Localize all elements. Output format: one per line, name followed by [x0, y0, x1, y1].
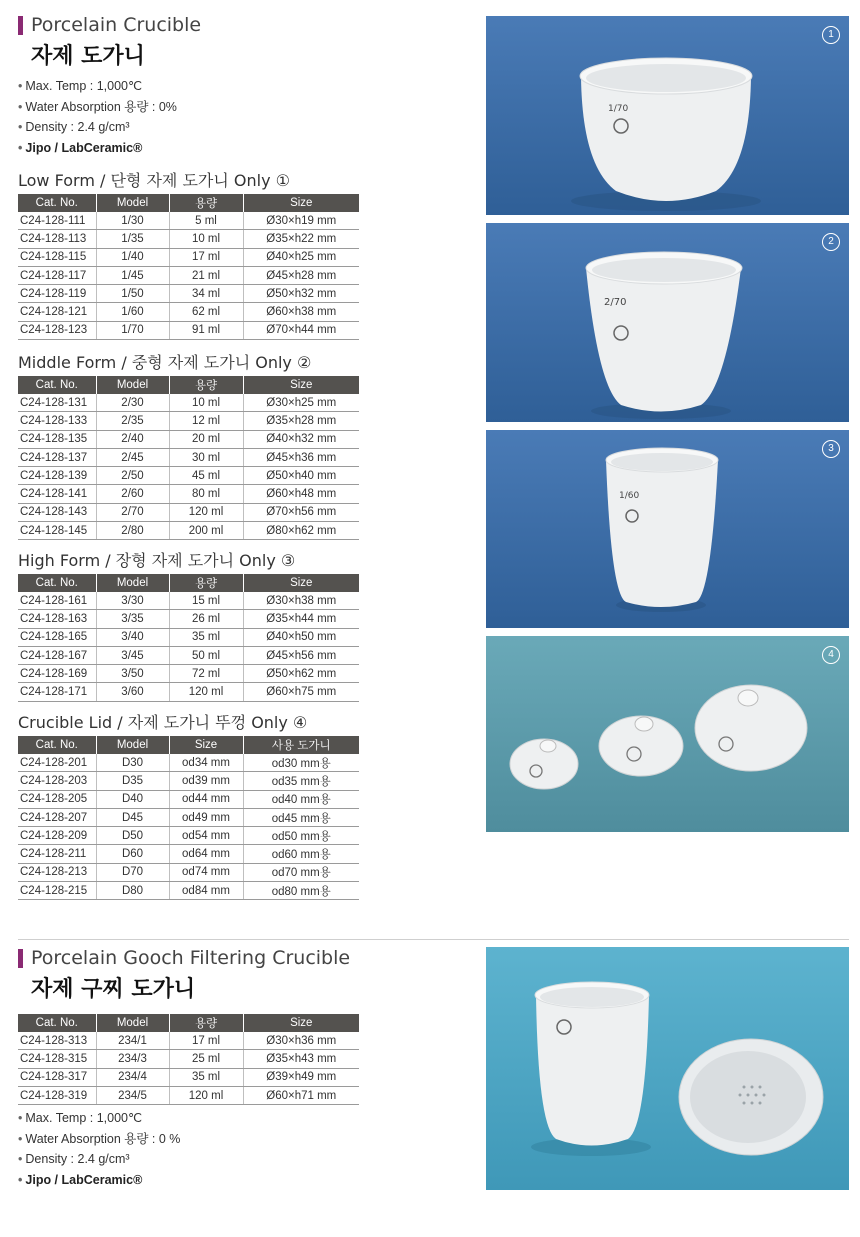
table-cell: C24-128-135	[18, 430, 96, 448]
table-row	[18, 485, 359, 503]
table-cell: 45 ml	[169, 467, 243, 485]
column-header: 용량	[169, 1014, 243, 1032]
table-cell: C24-128-209	[18, 827, 96, 845]
middle-form-crucible-image	[486, 223, 849, 422]
gooch-crucible-image	[486, 947, 849, 1190]
column-header: Size	[243, 376, 359, 394]
table-row	[18, 285, 359, 303]
table-cell: 2/50	[96, 467, 169, 485]
table-row	[18, 1050, 359, 1068]
table-title: Middle Form / 중형 자제 도가니 Only ②	[18, 353, 312, 372]
table-cell: 50 ml	[169, 646, 243, 664]
table-cell: 1/30	[96, 212, 169, 230]
bullet-icon: •	[18, 1111, 23, 1125]
table-cell: 35 ml	[169, 628, 243, 646]
table-cell: 234/1	[96, 1032, 169, 1050]
table-cell: Ø40×h25 mm	[243, 248, 359, 266]
spec-item	[18, 138, 177, 159]
table-block	[18, 710, 359, 900]
table-cell: od45 mm용	[243, 808, 359, 826]
table-cell: 3/50	[96, 665, 169, 683]
table-cell: C24-128-213	[18, 863, 96, 881]
table-title: Low Form / 단형 자제 도가니 Only ①	[18, 171, 290, 190]
table-cell: 234/3	[96, 1050, 169, 1068]
table-cell: 26 ml	[169, 610, 243, 628]
crucible-marking: 1/60	[619, 491, 640, 501]
table-cell: Ø39×h49 mm	[243, 1068, 359, 1086]
table-cell: C24-128-113	[18, 230, 96, 248]
gooch-table-wrap	[18, 1014, 359, 1105]
column-header: Cat. No.	[18, 376, 96, 394]
table-row	[18, 1068, 359, 1086]
table-cell: 2/40	[96, 430, 169, 448]
table-row	[18, 665, 359, 683]
spec-text: Jipo / LabCeramic®	[25, 1172, 143, 1187]
bullet-icon: •	[18, 99, 23, 114]
table-cell: C24-128-171	[18, 683, 96, 701]
table-cell: C24-128-121	[18, 303, 96, 321]
table-header-row	[18, 1014, 359, 1032]
table-row	[18, 1086, 359, 1104]
table-cell: 3/60	[96, 683, 169, 701]
table-cell: 2/45	[96, 448, 169, 466]
column-header: Size	[243, 1014, 359, 1032]
column-header: Size	[243, 194, 359, 212]
table-row	[18, 430, 359, 448]
table-cell: D45	[96, 808, 169, 826]
table-cell: Ø35×h22 mm	[243, 230, 359, 248]
photo-badge-3: 3	[822, 440, 840, 458]
table-cell: 35 ml	[169, 1068, 243, 1086]
table-cell: Ø60×h71 mm	[243, 1086, 359, 1104]
photo-gooch-crucible	[486, 947, 849, 1190]
table-cell: Ø70×h44 mm	[243, 321, 359, 339]
table-row	[18, 266, 359, 284]
photo-high-form	[486, 430, 849, 628]
column-header: Cat. No.	[18, 1014, 96, 1032]
table-row	[18, 592, 359, 610]
table-cell: 1/45	[96, 266, 169, 284]
table-cell: 120 ml	[169, 1086, 243, 1104]
table-cell: od34 mm	[169, 754, 243, 772]
table-row	[18, 412, 359, 430]
table-cell: 62 ml	[169, 303, 243, 321]
table-cell: 1/50	[96, 285, 169, 303]
column-header: Cat. No.	[18, 736, 96, 754]
bullet-icon: •	[18, 79, 23, 93]
column-header: Size	[169, 736, 243, 754]
section-accent-bar	[18, 16, 23, 35]
table-cell: 200 ml	[169, 522, 243, 540]
table-cell: 72 ml	[169, 665, 243, 683]
table-cell: 2/35	[96, 412, 169, 430]
table-row	[18, 230, 359, 248]
column-header: Model	[96, 736, 169, 754]
table-row	[18, 882, 359, 900]
table-cell: od84 mm	[169, 882, 243, 900]
table-cell: C24-128-203	[18, 772, 96, 790]
table-header-row	[18, 736, 359, 754]
spec-item	[18, 1170, 180, 1191]
column-header: 용량	[169, 194, 243, 212]
column-header: Model	[96, 376, 169, 394]
section1-title-en: Porcelain Crucible	[31, 14, 202, 36]
photo-badge-1: 1	[822, 26, 840, 44]
table-cell: Ø60×h75 mm	[243, 683, 359, 701]
table-cell: C24-128-319	[18, 1086, 96, 1104]
table-cell: od30 mm용	[243, 754, 359, 772]
table-cell: D50	[96, 827, 169, 845]
table-cell: 3/45	[96, 646, 169, 664]
table-cell: C24-128-145	[18, 522, 96, 540]
table-cell: 1/60	[96, 303, 169, 321]
table-cell: D30	[96, 754, 169, 772]
table-cell: C24-128-133	[18, 412, 96, 430]
table-cell: od64 mm	[169, 845, 243, 863]
column-header: 용량	[169, 376, 243, 394]
table-cell: Ø60×h38 mm	[243, 303, 359, 321]
table-cell: 34 ml	[169, 285, 243, 303]
table-cell: C24-128-131	[18, 394, 96, 412]
photo-middle-form	[486, 223, 849, 422]
table-row	[18, 610, 359, 628]
table-header-row	[18, 574, 359, 592]
photo-badge-2: 2	[822, 233, 840, 251]
spec-text: Max. Temp : 1,000℃	[25, 1111, 143, 1125]
table-cell: C24-128-215	[18, 882, 96, 900]
form-0-table	[18, 194, 359, 340]
table-cell: Ø50×h32 mm	[243, 285, 359, 303]
table-row	[18, 248, 359, 266]
spec-item	[18, 1149, 180, 1170]
table-cell: Ø30×h19 mm	[243, 212, 359, 230]
column-header: Cat. No.	[18, 574, 96, 592]
table-cell: C24-128-201	[18, 754, 96, 772]
table-row	[18, 394, 359, 412]
spec-item	[18, 97, 177, 118]
table-cell: C24-128-313	[18, 1032, 96, 1050]
table-cell: od50 mm용	[243, 827, 359, 845]
section-divider	[18, 939, 849, 940]
table-row	[18, 448, 359, 466]
table-cell: C24-128-169	[18, 665, 96, 683]
table-cell: 3/30	[96, 592, 169, 610]
photo-low-form	[486, 16, 849, 215]
crucible-lids-image	[486, 636, 849, 832]
table-cell: od74 mm	[169, 863, 243, 881]
table-row	[18, 863, 359, 881]
table-cell: C24-128-139	[18, 467, 96, 485]
table-cell: od39 mm	[169, 772, 243, 790]
table-block	[18, 548, 359, 702]
table-cell: 25 ml	[169, 1050, 243, 1068]
section2-title-en: Porcelain Gooch Filtering Crucible	[31, 947, 351, 969]
bullet-icon: •	[18, 1152, 23, 1166]
form-2-table	[18, 574, 359, 702]
table-row	[18, 467, 359, 485]
table-block	[18, 168, 359, 340]
table-cell: Ø35×h43 mm	[243, 1050, 359, 1068]
spec-text: Density : 2.4 g/cm³	[25, 120, 130, 134]
table-cell: 12 ml	[169, 412, 243, 430]
table-row	[18, 303, 359, 321]
gooch-table	[18, 1014, 359, 1105]
table-cell: C24-128-143	[18, 503, 96, 521]
table-cell: C24-128-119	[18, 285, 96, 303]
table-cell: 10 ml	[169, 230, 243, 248]
table-title: High Form / 장형 자제 도가니 Only ③	[18, 551, 296, 570]
table-row	[18, 754, 359, 772]
table-row	[18, 522, 359, 540]
table-cell: D70	[96, 863, 169, 881]
table-cell: C24-128-161	[18, 592, 96, 610]
table-row	[18, 503, 359, 521]
bullet-icon: •	[18, 120, 23, 134]
table-cell: 2/80	[96, 522, 169, 540]
table-cell: 234/4	[96, 1068, 169, 1086]
table-cell: od60 mm용	[243, 845, 359, 863]
spec-text: Density : 2.4 g/cm³	[25, 1152, 130, 1166]
table-cell: D40	[96, 790, 169, 808]
table-row	[18, 321, 359, 339]
table-cell: Ø50×h40 mm	[243, 467, 359, 485]
table-cell: C24-128-123	[18, 321, 96, 339]
table-header-row	[18, 376, 359, 394]
table-row	[18, 646, 359, 664]
column-header: Model	[96, 194, 169, 212]
table-row	[18, 683, 359, 701]
crucible-marking: 2/70	[604, 297, 627, 308]
section2-title-ko: 자제 구찌 도가니	[31, 977, 196, 1002]
table-cell: 1/35	[96, 230, 169, 248]
bullet-icon: •	[18, 140, 23, 155]
form-1-table	[18, 376, 359, 540]
table-cell: Ø40×h32 mm	[243, 430, 359, 448]
table-cell: Ø35×h28 mm	[243, 412, 359, 430]
table-cell: od44 mm	[169, 790, 243, 808]
table-cell: Ø45×h36 mm	[243, 448, 359, 466]
form-3-table	[18, 736, 359, 900]
table-cell: D60	[96, 845, 169, 863]
table-cell: Ø30×h38 mm	[243, 592, 359, 610]
table-row	[18, 772, 359, 790]
spec-text: Max. Temp : 1,000℃	[25, 79, 143, 93]
table-row	[18, 808, 359, 826]
table-cell: 15 ml	[169, 592, 243, 610]
table-cell: 17 ml	[169, 1032, 243, 1050]
section1-header	[18, 14, 201, 70]
high-form-crucible-image	[486, 430, 849, 628]
table-cell: od35 mm용	[243, 772, 359, 790]
table-cell: 10 ml	[169, 394, 243, 412]
table-cell: C24-128-211	[18, 845, 96, 863]
table-cell: od40 mm용	[243, 790, 359, 808]
table-cell: C24-128-315	[18, 1050, 96, 1068]
spec-text: Jipo / LabCeramic®	[25, 140, 143, 155]
section1-spec-list	[18, 76, 177, 158]
low-form-crucible-image	[486, 16, 849, 215]
table-row	[18, 790, 359, 808]
column-header: Size	[243, 574, 359, 592]
table-cell: Ø80×h62 mm	[243, 522, 359, 540]
table-cell: C24-128-163	[18, 610, 96, 628]
table-cell: C24-128-165	[18, 628, 96, 646]
bullet-icon: •	[18, 1131, 23, 1146]
table-cell: 17 ml	[169, 248, 243, 266]
table-cell: Ø45×h56 mm	[243, 646, 359, 664]
table-cell: 1/70	[96, 321, 169, 339]
table-cell: C24-128-167	[18, 646, 96, 664]
table-cell: 3/35	[96, 610, 169, 628]
table-cell: od70 mm용	[243, 863, 359, 881]
table-cell: 91 ml	[169, 321, 243, 339]
table-cell: Ø35×h44 mm	[243, 610, 359, 628]
spec-item	[18, 117, 177, 138]
table-cell: D80	[96, 882, 169, 900]
table-cell: od49 mm	[169, 808, 243, 826]
table-row	[18, 628, 359, 646]
section2-header	[18, 947, 350, 1003]
table-cell: 21 ml	[169, 266, 243, 284]
table-cell: 2/30	[96, 394, 169, 412]
section-accent-bar	[18, 949, 23, 968]
crucible-marking: 1/70	[608, 104, 629, 114]
column-header: Model	[96, 574, 169, 592]
photo-crucible-lids	[486, 636, 849, 832]
table-cell: D35	[96, 772, 169, 790]
table-cell: C24-128-317	[18, 1068, 96, 1086]
spec-item	[18, 76, 177, 97]
table-row	[18, 845, 359, 863]
column-header: Model	[96, 1014, 169, 1032]
column-header: Cat. No.	[18, 194, 96, 212]
spec-text: Water Absorption 용량 : 0 %	[25, 1131, 181, 1146]
photo-badge-4: 4	[822, 646, 840, 664]
spec-text: Water Absorption 용량 : 0%	[25, 99, 177, 114]
spec-item	[18, 1129, 180, 1150]
table-cell: 80 ml	[169, 485, 243, 503]
spec-item	[18, 1108, 180, 1129]
table-cell: Ø30×h25 mm	[243, 394, 359, 412]
table-cell: 120 ml	[169, 503, 243, 521]
column-header: 사용 도가니	[243, 736, 359, 754]
table-cell: 2/60	[96, 485, 169, 503]
table-cell: Ø45×h28 mm	[243, 266, 359, 284]
table-cell: C24-128-205	[18, 790, 96, 808]
table-cell: 2/70	[96, 503, 169, 521]
table-cell: 234/5	[96, 1086, 169, 1104]
column-header: 용량	[169, 574, 243, 592]
table-cell: 5 ml	[169, 212, 243, 230]
table-cell: 3/40	[96, 628, 169, 646]
table-cell: Ø50×h62 mm	[243, 665, 359, 683]
table-title: Crucible Lid / 자제 도가니 뚜껑 Only ④	[18, 713, 308, 732]
bullet-icon: •	[18, 1172, 23, 1187]
section2-spec-list	[18, 1108, 180, 1190]
table-cell: C24-128-115	[18, 248, 96, 266]
section1-title-ko: 자제 도가니	[31, 44, 145, 69]
table-cell: C24-128-111	[18, 212, 96, 230]
table-cell: od54 mm	[169, 827, 243, 845]
table-cell: Ø40×h50 mm	[243, 628, 359, 646]
table-cell: 30 ml	[169, 448, 243, 466]
table-row	[18, 212, 359, 230]
table-cell: od80 mm용	[243, 882, 359, 900]
table-cell: Ø70×h56 mm	[243, 503, 359, 521]
table-header-row	[18, 194, 359, 212]
table-row	[18, 1032, 359, 1050]
table-cell: 1/40	[96, 248, 169, 266]
table-cell: 120 ml	[169, 683, 243, 701]
table-cell: C24-128-137	[18, 448, 96, 466]
table-row	[18, 827, 359, 845]
table-cell: C24-128-117	[18, 266, 96, 284]
table-cell: 20 ml	[169, 430, 243, 448]
table-block	[18, 350, 359, 540]
table-cell: C24-128-207	[18, 808, 96, 826]
table-cell: Ø30×h36 mm	[243, 1032, 359, 1050]
table-cell: C24-128-141	[18, 485, 96, 503]
table-cell: Ø60×h48 mm	[243, 485, 359, 503]
